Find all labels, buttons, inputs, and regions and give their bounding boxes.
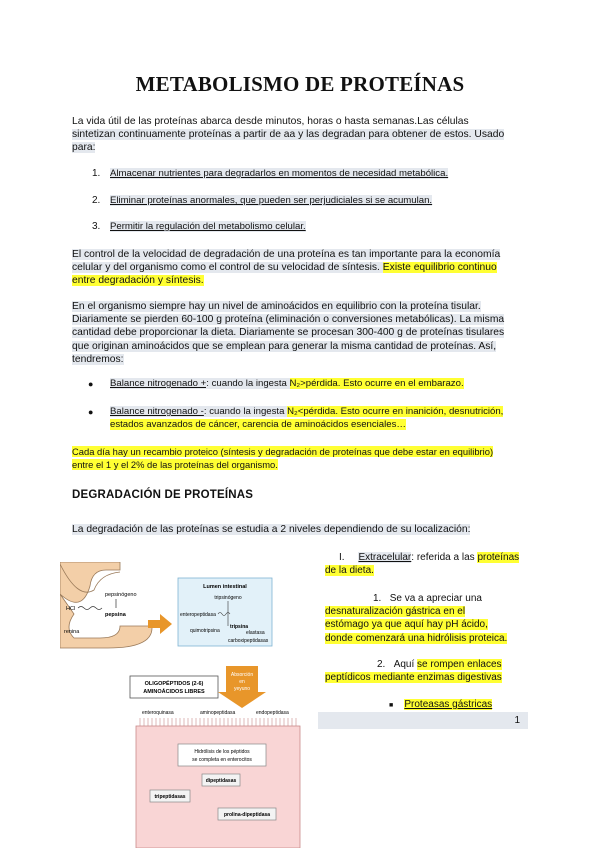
label-dipeptidasas: dipeptidasas: [205, 778, 237, 784]
label-quimotripsina: quimotripsina: [190, 628, 220, 634]
intro-line: sintetizan continuamente proteínas a partir de aa y las degradan para obtener de estos. Usado: [72, 129, 505, 141]
bullet-dot: ●: [88, 379, 94, 389]
label-tripsina: tripsina: [230, 624, 249, 630]
list-number: 2.: [92, 195, 101, 206]
label-hidrolisis: Hidrólisis de los péptidos: [194, 749, 250, 755]
control-paragraph: El control de la velocidad de degradación de una proteína es tan importante para la economía celular y del organismo como el control de su velocidad de síntesis. Existe equilibrio continuo entre degradación y síntesis.: [72, 249, 501, 287]
stomach-illustration: [60, 562, 152, 648]
bullet-dot: ●: [88, 407, 94, 417]
list-number: 1.: [92, 168, 101, 179]
label-endopeptidasa: endopeptidasa: [256, 710, 289, 716]
list-number: 3.: [92, 221, 101, 232]
label-elastasa: elastasa: [246, 630, 265, 636]
label-enterocitos: se completa en enterocitos: [192, 757, 252, 763]
label-renina: renina: [64, 629, 80, 635]
label-carboxipeptidasas: carboxipeptidasas: [228, 638, 269, 644]
label-hcl: HCl: [66, 606, 76, 612]
step-2-block: 2. Aquí se rompen enlaces peptídicos mediante enzimas digestivas: [325, 659, 502, 684]
intro-paragraph: [72, 115, 532, 155]
balance-positive: Balance nitrogenado +: cuando la ingesta N₂>pérdida. Esto ocurre en el embarazo.: [110, 378, 464, 389]
brush-border: [140, 718, 296, 726]
label-enteropeptidasa: enteropeptidasa: [180, 612, 216, 618]
protein-digestion-diagram: [60, 562, 322, 848]
label-aminopeptidasa: aminopeptidasa: [200, 710, 236, 716]
list-item: Eliminar proteínas anormales, que pueden ser perjudiciales si se acumulan.: [110, 195, 433, 206]
label-enteroquinasa: enteroquinasa: [142, 710, 174, 716]
proteasas-block: ■ Proteasas gástricas: [325, 698, 533, 725]
label-lumen: Lumen intestinal: [203, 584, 247, 590]
label-en: en: [239, 679, 245, 685]
label-pepsinogeno: pepsinógeno: [105, 592, 137, 598]
page-number: 1: [514, 715, 520, 726]
levels-intro: La degradación de las proteínas se estudia a 2 niveles dependiendo de su localización:: [72, 524, 471, 535]
page-title: METABOLISMO DE PROTEÍNAS: [135, 72, 465, 96]
label-absorcion: Absorción: [230, 672, 254, 678]
label-aa-libres: AMINOÁCIDOS LIBRES: [143, 689, 205, 695]
intro-line: para:: [72, 142, 96, 154]
label-prolina: prolina-dipeptidasa: [223, 812, 271, 818]
turnover-paragraph: Cada día hay un recambio proteico (síntesis y degradación de proteínas que debe estar en equilibrio) entre el 1 y el 2% de las proteínas del organismo.: [72, 446, 494, 470]
page-footer: [318, 712, 528, 729]
list-item: Permitir la regulación del metabolismo celular.: [110, 221, 306, 232]
balance-paragraph: En el organismo siempre hay un nivel de aminoácidos en equilibrio con la proteína tisular. Diariamente se pierden 60-100 g proteína (eliminación o conversiones metabólicas). La misma cantidad debe proporcionar la dieta. Diariamente se procesan 300-400 g de proteínas tisulares que originan aminoácidos que se emplean para generar la misma cantidad de proteínas. Así, tendremos:: [72, 301, 505, 365]
label-oligo: OLIGOPÉPTIDOS (2-6): [144, 681, 204, 687]
label-tripeptidasas: tripeptidasas: [154, 794, 186, 800]
balance-negative: Balance nitrogenado -: cuando la ingesta N₂<pérdida. Esto ocurre en inanición, desnutrición, estados avanzados de cáncer, carencia de aminoácidos esenciales…: [110, 406, 504, 430]
step-1-block: 1. Se va a apreciar una desnaturalización gástrica en el estómago ya que aquí hay pH ácido, donde comenzará una hidrólisis proteica.: [325, 593, 508, 644]
label-yeyuno: yeyuno: [233, 686, 251, 692]
list-item: Almacenar nutrientes para degradarlos en momentos de necesidad metabólica.: [110, 168, 449, 179]
label-tripsinogeno: tripsinógeno: [214, 595, 242, 601]
label-pepsina: pepsina: [105, 612, 126, 618]
section-heading: DEGRADACIÓN DE PROTEÍNAS: [72, 489, 254, 501]
intro-line: La vida útil de las proteínas abarca desde minutos, horas o hasta semanas.Las células: [72, 116, 469, 127]
extracellular-block: I. Extracelular: referida a las proteínas de la dieta.: [325, 552, 520, 577]
